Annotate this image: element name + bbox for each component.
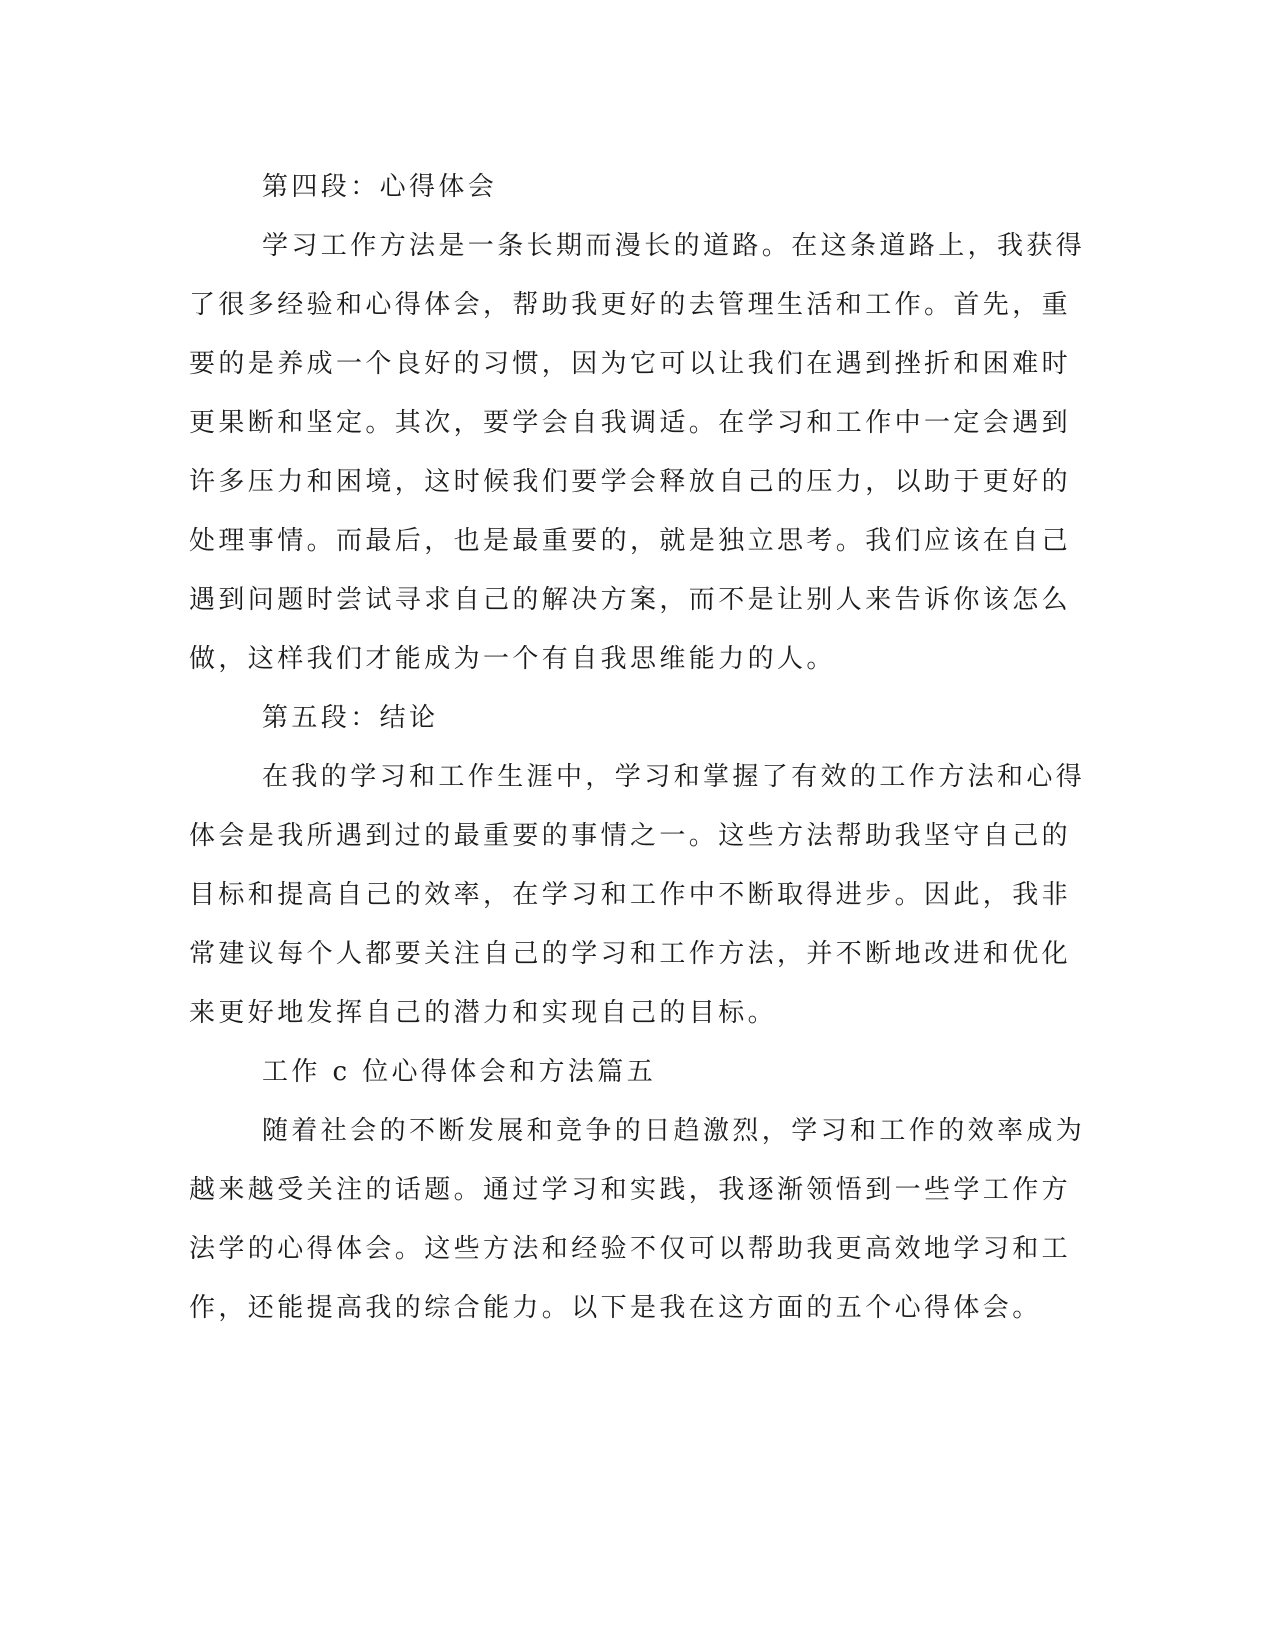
paragraph-line: 做，这样我们才能成为一个有自我思维能力的人。	[189, 644, 836, 674]
paragraph-line: 随着社会的不断发展和竞争的日趋激烈，学习和工作的效率成为	[262, 1116, 1086, 1146]
article-title: 工作 c 位心得体会和方法篇五	[262, 1057, 657, 1087]
paragraph-line: 处理事情。而最后，也是最重要的，就是独立思考。我们应该在自己	[189, 526, 1072, 556]
paragraph-line: 体会是我所遇到过的最重要的事情之一。这些方法帮助我坚守自己的	[189, 821, 1072, 851]
paragraph-line: 学习工作方法是一条长期而漫长的道路。在这条道路上，我获得	[262, 231, 1086, 261]
paragraph-line: 遇到问题时尝试寻求自己的解决方案，而不是让别人来告诉你该怎么	[189, 585, 1072, 615]
paragraph-line: 越来越受关注的话题。通过学习和实践，我逐渐领悟到一些学工作方	[189, 1175, 1072, 1205]
section-heading-4: 第四段：心得体会	[262, 172, 498, 202]
section-heading-5: 第五段：结论	[262, 703, 439, 733]
paragraph-line: 作，还能提高我的综合能力。以下是我在这方面的五个心得体会。	[189, 1293, 1042, 1323]
paragraph-line: 来更好地发挥自己的潜力和实现自己的目标。	[189, 998, 778, 1028]
paragraph-line: 常建议每个人都要关注自己的学习和工作方法，并不断地改进和优化	[189, 939, 1072, 969]
paragraph-line: 在我的学习和工作生涯中，学习和掌握了有效的工作方法和心得	[262, 762, 1086, 792]
paragraph-line: 法学的心得体会。这些方法和经验不仅可以帮助我更高效地学习和工	[189, 1234, 1072, 1264]
paragraph-line: 要的是养成一个良好的习惯，因为它可以让我们在遇到挫折和困难时	[189, 349, 1072, 379]
paragraph-line: 了很多经验和心得体会，帮助我更好的去管理生活和工作。首先，重	[189, 290, 1072, 320]
paragraph-line: 目标和提高自己的效率，在学习和工作中不断取得进步。因此，我非	[189, 880, 1072, 910]
paragraph-line: 许多压力和困境，这时候我们要学会释放自己的压力，以助于更好的	[189, 467, 1072, 497]
paragraph-line: 更果断和坚定。其次，要学会自我调适。在学习和工作中一定会遇到	[189, 408, 1072, 438]
